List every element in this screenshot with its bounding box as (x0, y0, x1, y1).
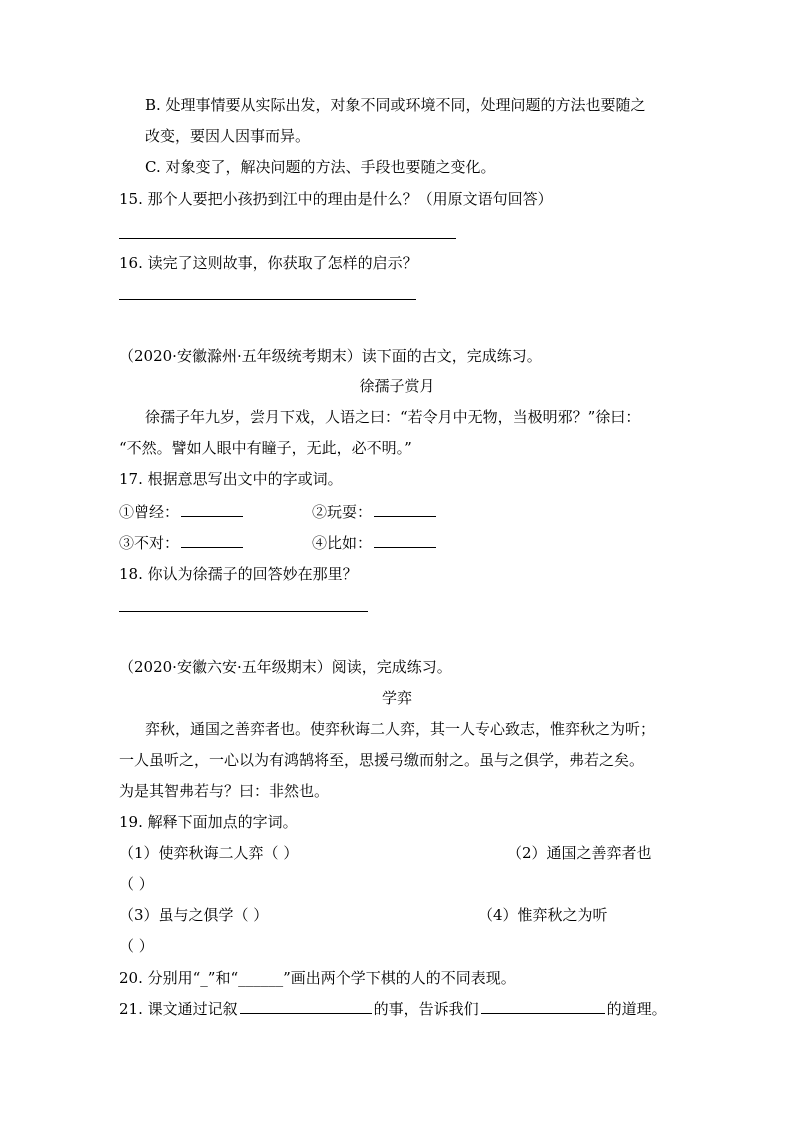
q17-blank-4[interactable] (374, 533, 436, 548)
q21-part-a: 21. 课文通过记叙 (119, 1000, 238, 1018)
q19-item-2: （2）通国之善弈者也 (507, 844, 652, 862)
section2-text-line3: 为是其智弗若与？曰：非然也。 (119, 782, 330, 800)
section1-source: （2020·安徽滁州·五年级统考期末）读下面的古文，完成练习。 (119, 347, 542, 365)
q17-item-4 (312, 532, 438, 554)
q19-item-4: （4）惟弈秋之为听 (478, 906, 608, 924)
answer-line-16[interactable] (119, 299, 416, 300)
section1-text-line1: 徐孺子年九岁，尝月下戏，人语之曰：“若令月中无物，当极明邪？”徐曰： (145, 408, 641, 426)
section2-text-line2: 一人虽听之，一心以为有鸿鹄将至，思援弓缴而射之。虽与之俱学，弗若之矣。 (119, 751, 645, 769)
q21-part-c: 的道理。 (606, 1000, 667, 1018)
section2-title: 学弈 (381, 689, 412, 707)
q19-item-4-answer[interactable]: （ ） (119, 937, 154, 955)
question-18: 18. 你认为徐孺子的回答妙在那里？ (119, 565, 358, 583)
q17-blank-3[interactable] (181, 533, 243, 548)
q17-item-1 (119, 501, 245, 523)
q17-item-2 (312, 501, 438, 523)
q17-blank-2[interactable] (374, 502, 436, 517)
option-b-line1: B. 处理事情要从实际出发，对象不同或环境不同，处理问题的方法也要随之 (145, 96, 646, 114)
q21-part-b: 的事，告诉我们 (373, 1000, 479, 1018)
q21-blank-2[interactable] (481, 999, 605, 1014)
q19-item-3[interactable]: （3）虽与之俱学（ ） (119, 906, 269, 924)
q19-item-1[interactable]: （1）使弈秋诲二人弈（ ） (119, 844, 299, 862)
section1-text-line2: “不然。譬如人眼中有瞳子，无此，必不明。” (119, 439, 412, 457)
q19-item-2-answer[interactable]: （ ） (119, 875, 154, 893)
option-b-line2: 改变，要因人因事而异。 (145, 127, 311, 145)
answer-line-15[interactable] (119, 238, 456, 239)
q17-blank-1[interactable] (181, 502, 243, 517)
q17-item-2-label: ②玩耍： (312, 503, 373, 521)
q17-item-3-label: ③不对： (119, 534, 180, 552)
question-19: 19. 解释下面加点的字词。 (119, 813, 298, 831)
q21-blank-1[interactable] (240, 999, 372, 1014)
section1-title: 徐孺子赏月 (359, 377, 435, 395)
question-21 (119, 998, 667, 1020)
q17-item-1-label: ①曾经： (119, 503, 180, 521)
question-15: 15. 那个人要把小孩扔到江中的理由是什么？（用原文语句回答） (119, 190, 553, 208)
q17-item-3 (119, 532, 245, 554)
question-16: 16. 读完了这则故事，你获取了怎样的启示？ (119, 254, 418, 272)
question-20: 20. 分别用“_”和“______”画出两个学下棋的人的不同表现。 (119, 969, 516, 987)
q17-item-4-label: ④比如： (312, 534, 373, 552)
section2-text-line1: 弈秋，通国之善弈者也。使弈秋诲二人弈，其一人专心致志，惟弈秋之为听； (145, 720, 656, 738)
option-c: C. 对象变了，解决问题的方法、手段也要随之变化。 (145, 158, 496, 176)
answer-line-18[interactable] (119, 611, 368, 612)
question-17: 17. 根据意思写出文中的字或词。 (119, 470, 343, 488)
section2-source: （2020·安徽六安·五年级期末）阅读，完成练习。 (119, 658, 452, 676)
